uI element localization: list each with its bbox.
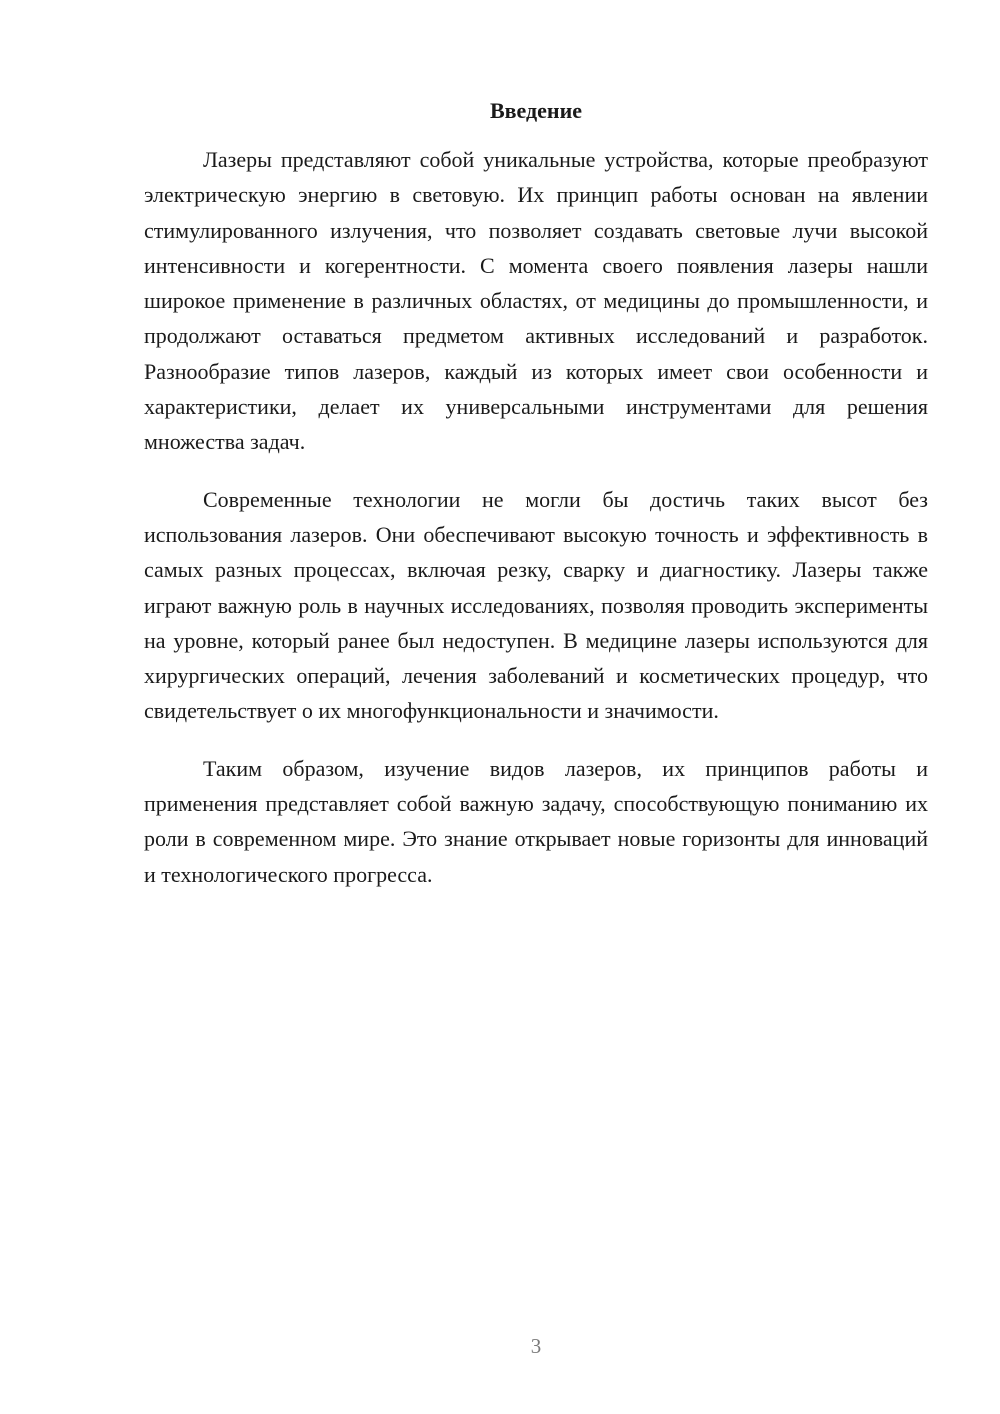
body-text xyxy=(144,142,928,914)
page-number: 3 xyxy=(530,1334,542,1358)
paragraph-1: Лазеры представляют собой уникальные устройства, которые преобразуют электрическую энергию в световую. Их принцип работы основан на явлении стимулированного излучения, что позволяет создавать световые лучи высокой интенсивности и когерентности. С момента своего появления лазеры нашли широкое применение в различных областях, от медицины до промышленности, и продолжают оставаться предметом активных исследований и разработок. Разнообразие типов лазеров, каждый из которых имеет свои особенности и характеристики, делает их универсальными инструментами для решения множества задач. xyxy=(144,147,928,455)
paragraph-3: Таким образом, изучение видов лазеров, их принципов работы и применения представляет собой важную задачу, способствующую пониманию их роли в современном мире. Это знание открывает новые горизонты для инноваций и технологического прогресса. xyxy=(144,755,928,887)
paragraph-2: Современные технологии не могли бы достичь таких высот без использования лазеров. Они обеспечивают высокую точность и эффективность в самых разных процессах, включая резку, сварку и диагностику. Лазеры также играют важную роль в научных исследованиях, позволяя проводить эксперименты на уровне, который ранее был недоступен. В медицине лазеры используются для хирургических операций, лечения заболеваний и косметических процедур, что свидетельствует о их многофункциональности и значимости. xyxy=(144,486,928,724)
page-title: Введение xyxy=(489,98,583,123)
